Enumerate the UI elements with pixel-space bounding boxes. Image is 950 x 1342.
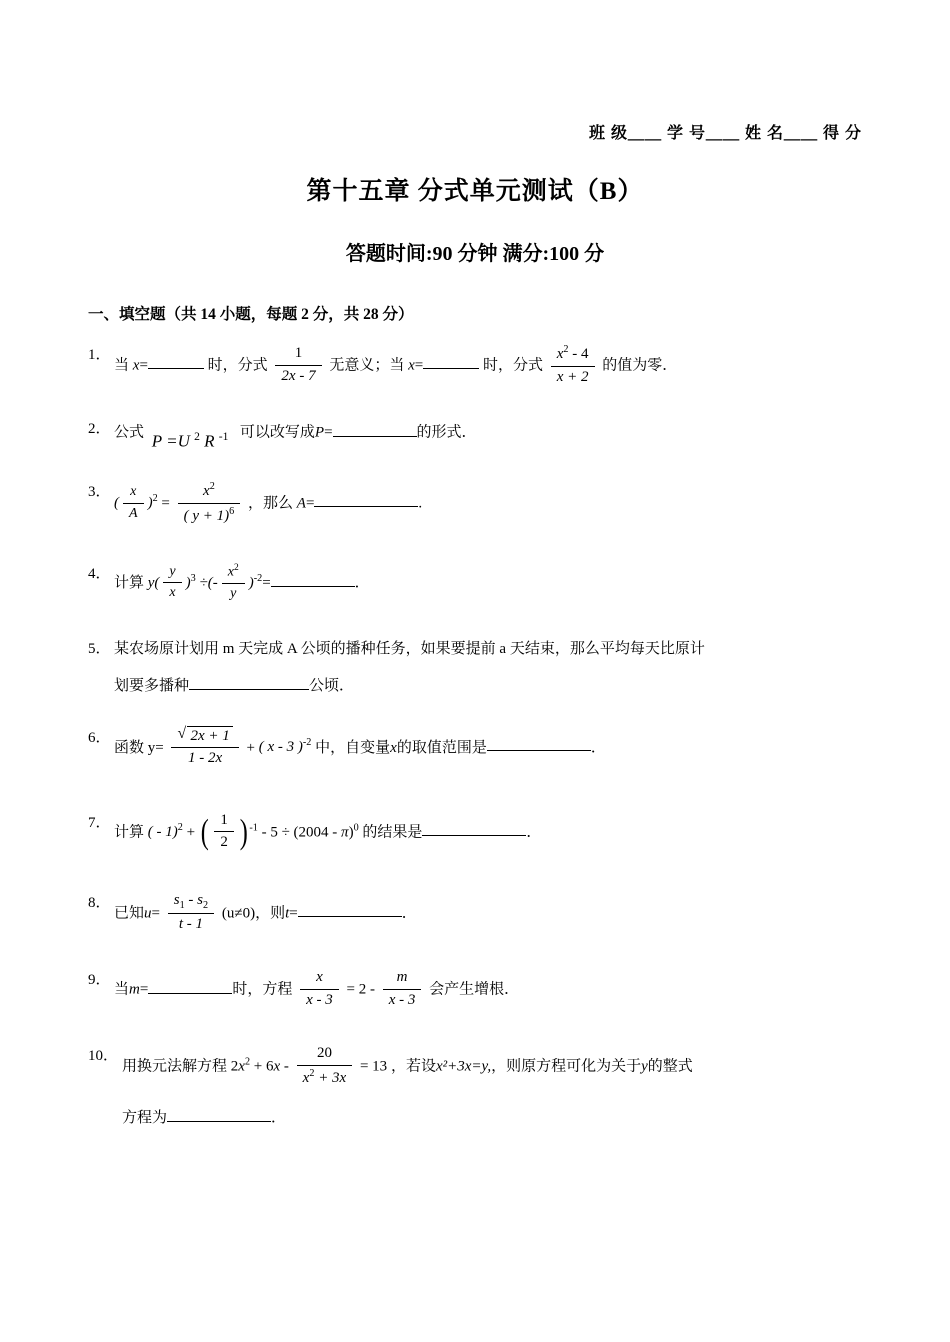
q10-x1-exp: 2 bbox=[244, 1056, 251, 1068]
question-5-number: 5． bbox=[88, 641, 111, 658]
q2-formula: P =U $^2$ R $^{-1}$ bbox=[151, 430, 229, 451]
q10-line-2-tail: ． bbox=[271, 1110, 287, 1127]
question-9 bbox=[88, 969, 862, 1011]
q6-text-4: ． bbox=[590, 739, 606, 756]
q10-fraction-denominator: $x^2 + 3x$ bbox=[302, 1067, 347, 1086]
q9-var-m: m bbox=[129, 981, 140, 998]
q4-text-2: ． bbox=[354, 574, 370, 591]
q9-fraction-1-denominator: x - 3 bbox=[306, 991, 333, 1008]
question-7-body bbox=[114, 812, 862, 854]
q8-eq-2: = bbox=[289, 904, 298, 921]
q4-expression: y( $\frac{y}{x}$ )$^3$ ÷(- $\frac{x^2}{y}$ )$^{-2}$ bbox=[147, 563, 263, 601]
q1-f2-exp: 2 bbox=[563, 344, 569, 355]
q5-line-1: 某农场原计划用 m 天完成 A 公顷的播种任务，如果要提前 a 天结束，那么平均每天比原计 bbox=[114, 641, 705, 658]
question-2 bbox=[88, 418, 862, 451]
q6-fraction-denominator: 1 - 2x bbox=[188, 750, 223, 767]
question-5-body bbox=[114, 638, 862, 699]
q8-fraction bbox=[168, 891, 214, 935]
q3-rhs-exp: 2 bbox=[209, 481, 215, 492]
q10-text-6: 的整式 bbox=[647, 1058, 693, 1075]
q7-e3-exp: 0 bbox=[353, 821, 359, 833]
q6-tail bbox=[259, 739, 312, 755]
q9-fraction-2-denominator: x - 3 bbox=[388, 991, 416, 1008]
q3-rhs-den-base: ( y + 1) bbox=[183, 507, 230, 524]
q10-var-y: y bbox=[641, 1058, 648, 1075]
question-4-body bbox=[114, 563, 862, 604]
question-8-body bbox=[114, 892, 862, 936]
section-heading-fill-in-blanks: 一、填空题（共 14 小题，每题 2 分，共 28 分） bbox=[88, 306, 414, 323]
q3-rhs-den-exp: 6 bbox=[229, 505, 235, 517]
q9-text-1: 当 bbox=[114, 981, 130, 998]
q10-text-3: - bbox=[280, 1058, 293, 1075]
q10-text-5: ，则原方程可化为关于 bbox=[491, 1058, 642, 1075]
q1-fraction-2 bbox=[551, 343, 595, 387]
q3-text-1: ，那么 bbox=[248, 495, 294, 512]
q1-var-x2: x bbox=[408, 357, 415, 374]
q1-eq-1: = bbox=[139, 357, 148, 374]
question-7 bbox=[88, 812, 862, 854]
q1-var-x1: x bbox=[132, 357, 140, 374]
q3-blank bbox=[314, 506, 418, 507]
q1-fraction-1-numerator: 1 bbox=[275, 344, 321, 366]
q3-lhs: ( $\frac{x}{A}$ )$^2$ bbox=[114, 484, 158, 521]
question-8-number: 8． bbox=[88, 894, 111, 911]
q7-plus: + bbox=[186, 823, 196, 840]
question-2-body bbox=[114, 418, 862, 451]
q1-text-5: 的值为零． bbox=[602, 357, 678, 374]
question-10-number: 10． bbox=[88, 1048, 119, 1065]
q10-text-1: 用换元法解方程 2 bbox=[122, 1058, 239, 1075]
question-1-number: 1． bbox=[88, 347, 111, 363]
question-9-body bbox=[114, 969, 862, 1011]
question-1 bbox=[88, 344, 862, 388]
q1-text-1: 当 bbox=[114, 357, 130, 374]
q6-tail-base: ( x - 3 ) bbox=[258, 739, 303, 756]
q10-x1: x bbox=[238, 1058, 245, 1075]
q10-text-4: ，若设 bbox=[390, 1058, 436, 1075]
page-title: 第十五章 分式单元测试（B） bbox=[306, 178, 644, 205]
q10-equals: = 13 bbox=[359, 1058, 388, 1075]
question-3 bbox=[88, 481, 862, 527]
q2-text-3: 的形式． bbox=[416, 424, 477, 441]
q10-text-2: + 6 bbox=[253, 1058, 274, 1075]
q5-line-2-tail: 公顷． bbox=[309, 678, 355, 695]
q1-fraction-1-denominator: 2x - 7 bbox=[281, 367, 316, 384]
question-3-number: 3． bbox=[88, 484, 111, 500]
q9-text-2: 时，方程 bbox=[232, 981, 293, 998]
q9-fraction-2 bbox=[383, 968, 422, 1010]
q6-text-3: 的取值范围是 bbox=[396, 739, 487, 756]
question-10-body bbox=[122, 1045, 862, 1130]
q9-fraction-2-numerator: m bbox=[383, 968, 422, 990]
q6-text-2: 中，自变量 bbox=[315, 739, 391, 756]
question-3-body: ( $\frac{x}{A}$ )$^2$ = $\frac{x^2}{( y + 1)^6}$ ，那么 A= . bbox=[114, 481, 862, 527]
question-10 bbox=[88, 1045, 862, 1130]
q7-text-2: 的结果是 bbox=[362, 823, 423, 840]
q2-blank bbox=[333, 436, 417, 437]
q1-blank-2 bbox=[423, 368, 479, 369]
q10-x2: x bbox=[273, 1058, 281, 1075]
q2-eq: = bbox=[324, 424, 333, 441]
q7-e1: ( - 1) bbox=[147, 823, 178, 840]
q8-fraction-denominator: t - 1 bbox=[178, 915, 203, 932]
q7-term-1 bbox=[147, 821, 183, 840]
q3-rhs-x: x bbox=[203, 483, 210, 499]
q4-blank bbox=[271, 586, 355, 587]
q1-f2-rest: - 4 bbox=[568, 346, 589, 362]
q2-text-2: 可以改写成 bbox=[239, 424, 315, 441]
q7-pi: π bbox=[341, 823, 349, 840]
q8-blank bbox=[298, 916, 402, 917]
q2-var-p: P bbox=[314, 424, 325, 441]
student-info-line: 班 级＿＿ 学 号＿＿ 姓 名＿＿ 得 分 bbox=[588, 125, 862, 142]
q8-fraction-numerator: $s_1 - s_2$ bbox=[168, 891, 214, 914]
question-2-number: 2． bbox=[88, 421, 111, 437]
q10-fraction bbox=[297, 1044, 353, 1088]
q7-fraction-numerator: 1 bbox=[214, 811, 234, 833]
q6-tail-exp: -2 bbox=[302, 737, 312, 749]
q8-text-1: 已知 bbox=[114, 904, 145, 921]
q7-text-1: 计算 bbox=[114, 823, 145, 840]
q6-fraction-numerator bbox=[171, 726, 238, 749]
q9-eq: = bbox=[139, 981, 149, 998]
q9-fraction-1-numerator: x bbox=[300, 968, 339, 990]
q9-fraction-1 bbox=[300, 968, 339, 1010]
q10-substitution: x²+3x=y, bbox=[435, 1058, 492, 1075]
q6-sqrt-radicand: 2x + 1 bbox=[187, 726, 232, 747]
q9-blank bbox=[148, 993, 232, 994]
question-4-number: 4． bbox=[88, 566, 111, 582]
q7-fraction bbox=[214, 811, 234, 853]
q8-text-3: ． bbox=[401, 904, 417, 921]
q5-line-2-text: 划要多播种 bbox=[114, 678, 190, 695]
q7-e1-exp: 2 bbox=[177, 821, 183, 833]
question-9-number: 9． bbox=[88, 972, 111, 989]
q5-line-2 bbox=[114, 675, 862, 698]
q8-var-t: t bbox=[285, 904, 290, 921]
q8-text-2: (u≠0)，则 bbox=[221, 904, 286, 921]
q3-eq-2: = bbox=[305, 495, 315, 512]
q1-text-4: 时，分式 bbox=[482, 357, 543, 374]
q7-text-3: ． bbox=[526, 823, 542, 840]
question-4 bbox=[88, 563, 862, 604]
q8-eq: = bbox=[151, 904, 160, 921]
q3-var-a: A bbox=[296, 495, 306, 512]
question-7-number: 7． bbox=[88, 814, 111, 831]
question-1-body bbox=[114, 344, 862, 388]
q1-fraction-2-numerator bbox=[551, 343, 595, 367]
q1-fraction-1 bbox=[275, 344, 321, 386]
question-8 bbox=[88, 892, 862, 936]
q1-blank-1 bbox=[148, 368, 204, 369]
q3-rhs-fraction bbox=[178, 480, 241, 526]
q10-line-2 bbox=[122, 1107, 862, 1130]
q8-var-u: u bbox=[144, 904, 152, 921]
q6-text-1: 函数 y= bbox=[114, 739, 164, 756]
q7-paren-exp: -1 bbox=[249, 821, 258, 833]
q1-text-2: 时，分式 bbox=[207, 357, 268, 374]
q7-term-2: - 5 ÷ (2004 - bbox=[261, 823, 342, 840]
q3-equals: = bbox=[161, 495, 170, 512]
question-6-number: 6． bbox=[88, 729, 111, 746]
q10-line-2-text: 方程为 bbox=[122, 1110, 168, 1127]
exam-subtitle: 答题时间:90 分钟 满分:100 分 bbox=[345, 243, 605, 265]
q6-var-x: x bbox=[390, 739, 397, 756]
q4-eq: = bbox=[262, 574, 271, 591]
q6-plus: + bbox=[246, 739, 255, 756]
q9-text-3: 会产生增根． bbox=[429, 981, 520, 998]
question-5 bbox=[88, 638, 862, 699]
q2-text-1: 公式 bbox=[114, 424, 145, 441]
q6-fraction bbox=[171, 726, 238, 769]
q1-fraction-2-denominator: x + 2 bbox=[556, 368, 589, 385]
question-6-body bbox=[114, 727, 862, 770]
q7-fraction-denominator: 2 bbox=[220, 834, 228, 851]
q3-rhs-denominator bbox=[178, 504, 241, 527]
q3-rhs-numerator bbox=[178, 480, 241, 504]
q1-eq-2: = bbox=[414, 357, 424, 374]
q6-blank bbox=[487, 750, 591, 751]
q9-equals: = 2 - bbox=[346, 981, 375, 998]
q4-text-1: 计算 bbox=[114, 574, 145, 591]
q5-blank bbox=[189, 689, 309, 690]
q1-f2-x: x bbox=[556, 346, 564, 362]
q7-blank bbox=[422, 835, 526, 836]
q7-paren-group: ( $\frac{1}{2}$ ) bbox=[200, 811, 248, 851]
q10-blank bbox=[167, 1121, 271, 1122]
question-6 bbox=[88, 727, 862, 770]
q1-text-3: 无意义；当 bbox=[329, 357, 405, 374]
q7-term-3: ) bbox=[348, 823, 354, 840]
q10-fraction-numerator: 20 bbox=[297, 1044, 353, 1066]
